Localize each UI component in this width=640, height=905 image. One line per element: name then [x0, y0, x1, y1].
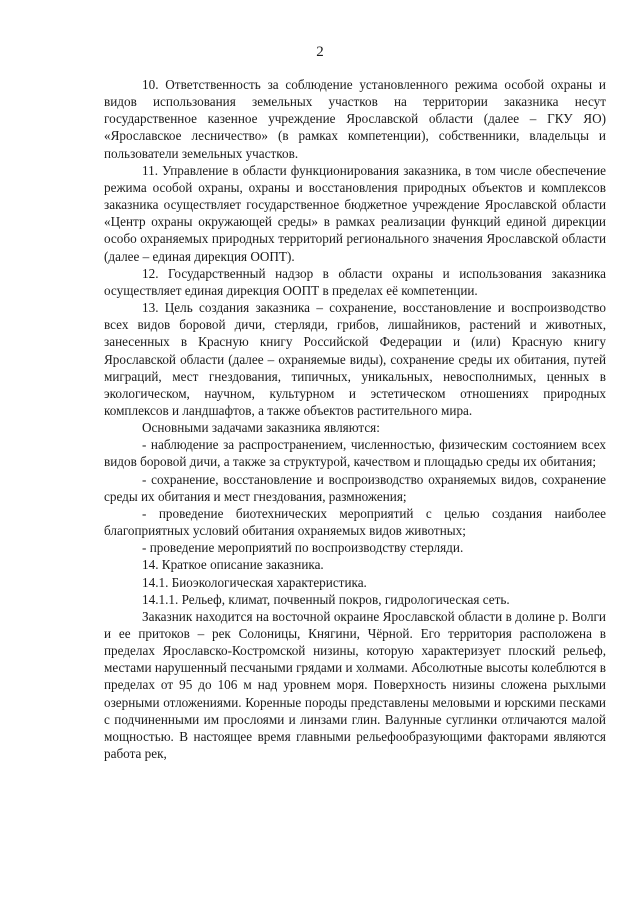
section-14-1-heading: 14.1. Биоэкологическая характеристика.: [142, 574, 367, 590]
document-body: [104, 76, 606, 762]
task-item-observation: - наблюдение за распространением, численностью, физическим состоянием всех видов боровой дичи, а также за структурой, качеством и площадью среды их обитания;: [104, 437, 606, 470]
section-14-1-1-heading: 14.1.1. Рельеф, климат, почвенный покров, гидрологическая сеть.: [142, 591, 510, 607]
section-14-heading: 14. Краткое описание заказника.: [142, 557, 324, 573]
paragraph-tasks-heading: Основными задачами заказника являются:: [142, 420, 380, 436]
task-item-sterlet: - проведение мероприятий по воспроизводству стерляди.: [142, 540, 464, 556]
task-item-biotechnical: - проведение биотехнических мероприятий с целью создания наиболее благоприятных условий обитания охраняемых видов животных;: [104, 505, 606, 539]
paragraph-relief-description: Заказник находится на восточной окраине Ярославской области в долине р. Волги и ее притоков – рек Солоницы, Княгини, Чёрной. Его территория расположена в пределах Ярославско-Костромской низины, которую характеризует плоский рельеф, местами нарушенный песчаными грядами и холмами. Абсолютные высоты колеблются в пределах от 95 до 106 м над уровнем моря. Поверхность низины сложена рыхлыми озерными отложениями. Коренные породы представлены меловыми и юрскими песками с подчиненными им прослоями и линзами глин. Валунные суглинки отличаются малой мощностью. В настоящее время главными рельефообразующими факторами являются работа рек,: [104, 608, 606, 762]
paragraph-10-responsibility: 10. Ответственность за соблюдение установленного режима особой охраны и видов использования земельных участков на территории заказника несут государственное казенное учреждение Ярославской области (далее – ГКУ ЯО) «Ярославское лесничество» (в рамках компетенции), собственники, владельцы и пользователи земельных участков.: [104, 77, 606, 161]
paragraph-11-management: 11. Управление в области функционирования заказника, в том числе обеспечение режима особой охраны, охраны и восстановления природных объектов и комплексов заказника осуществляет государственное бюджетное учреждение Ярославской области «Центр охраны окружающей среды» в рамках реализации функций единой дирекции особо охраняемых природных территорий регионального значения Ярославской области (далее – единая дирекция ООПТ).: [104, 162, 606, 264]
task-item-conservation: - сохранение, восстановление и воспроизводство охраняемых видов, сохранение среды их обитания и мест гнездования, размножения;: [104, 471, 606, 504]
paragraph-12-supervision: 12. Государственный надзор в области охраны и использования заказника осуществляет единая дирекция ООПТ в пределах её компетенции.: [104, 265, 606, 298]
paragraph-13-purpose: 13. Цель создания заказника – сохранение, восстановление и воспроизводство всех видов боровой дичи, стерляди, грибов, лишайников, растений и животных, занесенных в Красную книгу Российской Федерации и (или) Красную книгу Ярославской области (далее – охраняемые виды), сохранение среды их обитания, путей миграций, мест гнездования, типичных, уникальных, невосполнимых, ценных в экологическом, научном, культурном и эстетическом отношениях природных комплексов и ландшафтов, а также объектов растительного мира.: [104, 300, 606, 418]
page-number: 2: [316, 44, 324, 60]
